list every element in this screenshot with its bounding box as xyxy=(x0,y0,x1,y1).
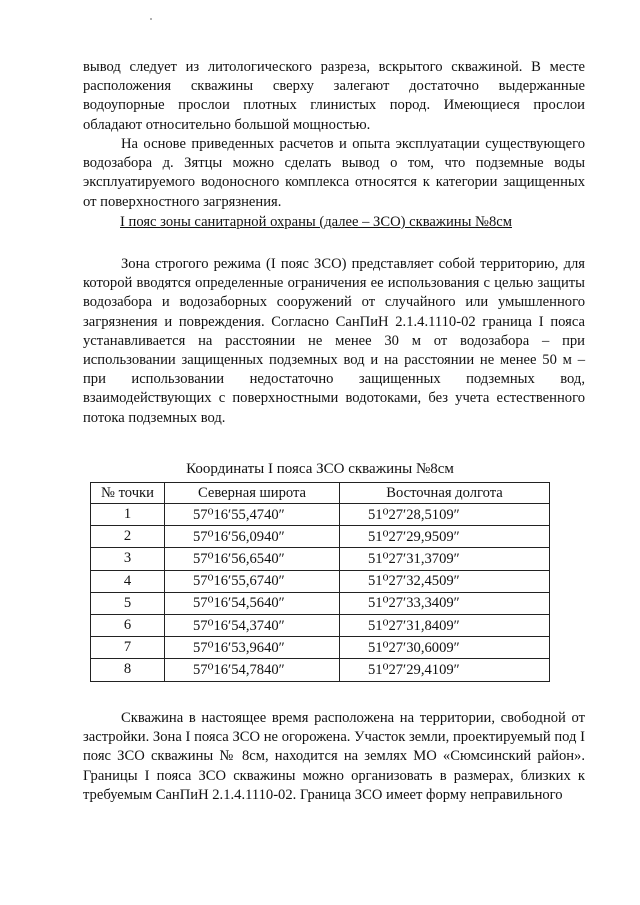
cell-north: 57⁰16′53,9640″ xyxy=(165,637,340,659)
table-row xyxy=(91,526,550,548)
cell-north: 57⁰16′56,0940″ xyxy=(165,526,340,548)
cell-point: 8 xyxy=(91,659,165,681)
cell-north: 57⁰16′56,6540″ xyxy=(165,548,340,570)
section-heading: I пояс зоны санитарной охраны (далее – ЗСО) скважины №8см xyxy=(120,214,512,230)
table-row xyxy=(91,548,550,570)
table-row xyxy=(91,614,550,636)
header-north-latitude: Северная широта xyxy=(165,483,340,504)
cell-point: 5 xyxy=(91,592,165,614)
cell-point: 7 xyxy=(91,637,165,659)
cell-north: 57⁰16′54,5640″ xyxy=(165,592,340,614)
cell-point: 6 xyxy=(91,614,165,636)
paragraph-site-description: Скважина в настоящее время расположена на территории, свободной от застройки. Зона I пояса ЗСО не огорожена. Участок земли, проектируемый под I пояс ЗСО скважины № 8см, находится на землях МО «Сюмсинский район». Границы I пояса ЗСО скважины можно организовать в размерах, близких к требуемым СанПиН 2.1.4.1110-02. Граница ЗСО имеет форму неправильного xyxy=(83,710,585,803)
cell-point: 4 xyxy=(91,570,165,592)
table-row xyxy=(91,570,550,592)
paragraph-strict-zone: Зона строгого режима (I пояс ЗСО) представляет собой территорию, для которой вводятся определенные ограничения ее использования с целью защиты водозабора и водозаборных сооружений от случайного или умышленного загрязнения и повреждения. Согласно СанПиН 2.1.4.1110-02 граница I пояса устанавливается на расстоянии не менее 30 м от водозабора – при использовании защищенных подземных вод и на расстоянии не менее 50 м – при использовании недостаточно защищенных подземных вод, взаимодействующих с поверхностными водотоками, без учета естественного потока подземных вод. xyxy=(83,256,585,426)
cell-point: 1 xyxy=(91,504,165,526)
cell-north: 57⁰16′55,4740″ xyxy=(165,504,340,526)
table-row xyxy=(91,504,550,526)
cell-point: 3 xyxy=(91,548,165,570)
header-east-longitude: Восточная долгота xyxy=(340,483,550,504)
paragraph-lithology: вывод следует из литологического разреза, вскрытого скважиной. В месте расположения скважины сверху залегают достаточно выдержанные водоупорные прослои плотных глинистых пород. Имеющиеся прослои обладают относительно большой мощностью. xyxy=(83,59,585,133)
header-point: № точки xyxy=(91,483,165,504)
cell-east: 51⁰27′30,6009″ xyxy=(340,637,550,659)
cell-east: 51⁰27′28,5109″ xyxy=(340,504,550,526)
table-row xyxy=(91,659,550,681)
cell-point: 2 xyxy=(91,526,165,548)
cell-east: 51⁰27′32,4509″ xyxy=(340,570,550,592)
table-header-row xyxy=(91,483,550,504)
scan-speck xyxy=(150,18,152,20)
table-row xyxy=(91,637,550,659)
cell-east: 51⁰27′29,9509″ xyxy=(340,526,550,548)
cell-east: 51⁰27′33,3409″ xyxy=(340,592,550,614)
coordinates-table xyxy=(90,482,550,682)
table-caption: Координаты I пояса ЗСО скважины №8см xyxy=(186,461,454,477)
cell-east: 51⁰27′31,8409″ xyxy=(340,614,550,636)
cell-north: 57⁰16′55,6740″ xyxy=(165,570,340,592)
cell-north: 57⁰16′54,7840″ xyxy=(165,659,340,681)
table-row xyxy=(91,592,550,614)
cell-east: 51⁰27′29,4109″ xyxy=(340,659,550,681)
paragraph-conclusion: На основе приведенных расчетов и опыта эксплуатации существующего водозабора д. Зятцы можно сделать вывод о том, что подземные воды эксплуатируемого водоносного комплекса относятся к категории защищенных от поверхностного загрязнения. xyxy=(83,136,585,210)
cell-north: 57⁰16′54,3740″ xyxy=(165,614,340,636)
cell-east: 51⁰27′31,3709″ xyxy=(340,548,550,570)
